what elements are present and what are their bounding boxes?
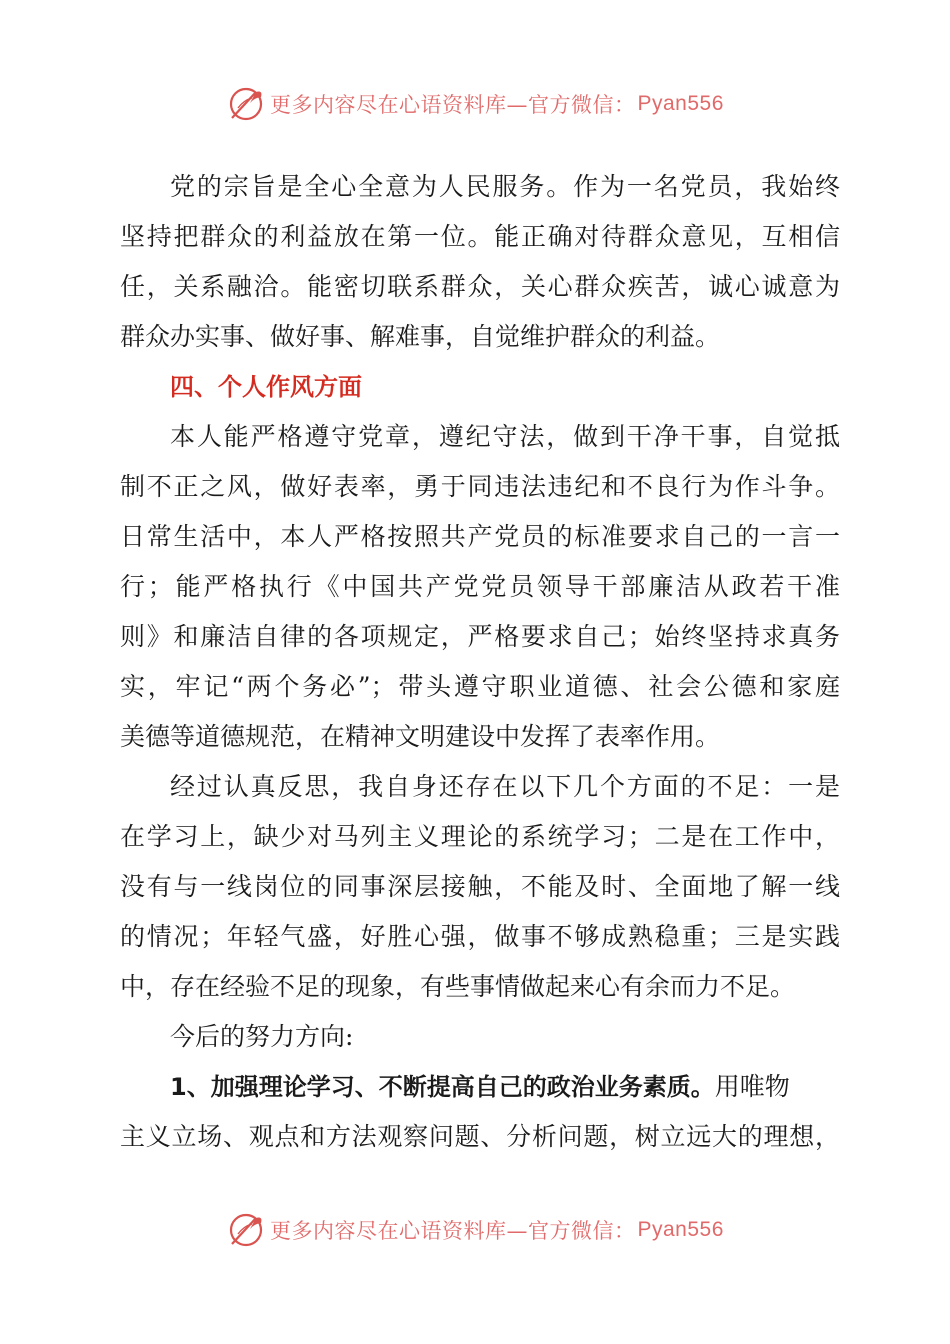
footer-watermark-banner — [226, 1208, 724, 1252]
item-1-line-1 — [120, 1062, 840, 1112]
banner-text: 更多内容尽在心语资料库—官方微信： — [270, 1219, 636, 1243]
banner-text: 更多内容尽在心语资料库—官方微信： — [270, 93, 636, 117]
section-heading-personal-style: 四、个人作风方面 — [170, 373, 362, 401]
banner-wechat-id: Pyan556 — [637, 92, 724, 115]
paragraph-2-line-2: 制不正之风，做好表率，勇于同违法违纪和不良行为作斗争。 — [120, 472, 840, 501]
item-1-bold-title: 1、加强理论学习、不断提高自己的政治业务素质。 — [170, 1073, 715, 1101]
paragraph-3-line-2: 在学习上，缺少对马列主义理论的系统学习；二是在工作中， — [120, 822, 840, 851]
paragraph-2-line-4: 行；能严格执行《中国共产党党员领导干部廉洁从政若干准 — [120, 572, 840, 601]
direction-intro: 今后的努力方向: — [170, 1022, 354, 1051]
paragraph-2-line-1: 本人能严格遵守党章，遵纪守法，做到干净干事，自觉抵 — [170, 422, 840, 451]
header-watermark-banner — [226, 82, 724, 126]
paragraph-2-line-5: 则》和廉洁自律的各项规定，严格要求自己；始终坚持求真务 — [120, 622, 840, 651]
paragraph-1-line-2: 坚持把群众的利益放在第一位。能正确对待群众意见，互相信 — [120, 222, 840, 251]
paragraph-1-line-3: 任，关系融洽。能密切联系群众，关心群众疾苦，诚心诚意为 — [120, 272, 840, 301]
paragraph-1-line-1: 党的宗旨是全心全意为人民服务。作为一名党员，我始终 — [170, 172, 840, 201]
paragraph-2-line-6: 实，牢记“两个务必”；带头遵守职业道德、社会公德和家庭 — [120, 672, 840, 701]
item-1-continuation: 用唯物 — [714, 1072, 790, 1101]
banner-wechat-id: Pyan556 — [637, 1218, 724, 1241]
paragraph-3-line-4: 的情况；年轻气盛，好胜心强，做事不够成熟稳重；三是实践 — [120, 922, 840, 951]
paragraph-3-line-3: 没有与一线岗位的同事深层接触，不能及时、全面地了解一线 — [120, 872, 840, 901]
paragraph-3-line-5: 中，存在经验不足的现象，有些事情做起来心有余而力不足。 — [120, 972, 796, 1001]
quill-pen-logo-icon — [226, 84, 266, 124]
paragraph-2-line-7: 美德等道德规范，在精神文明建设中发挥了表率作用。 — [120, 722, 721, 751]
document-body — [120, 162, 840, 1162]
item-1-line-2: 主义立场、观点和方法观察问题、分析问题，树立远大的理想， — [120, 1122, 840, 1151]
paragraph-2-line-3: 日常生活中，本人严格按照共产党员的标准要求自己的一言一 — [120, 522, 840, 551]
quill-pen-logo-icon — [226, 1210, 266, 1250]
paragraph-1-line-4: 群众办实事、做好事、解难事，自觉维护群众的利益。 — [120, 322, 721, 351]
paragraph-3-line-1: 经过认真反思，我自身还存在以下几个方面的不足：一是 — [170, 772, 840, 801]
